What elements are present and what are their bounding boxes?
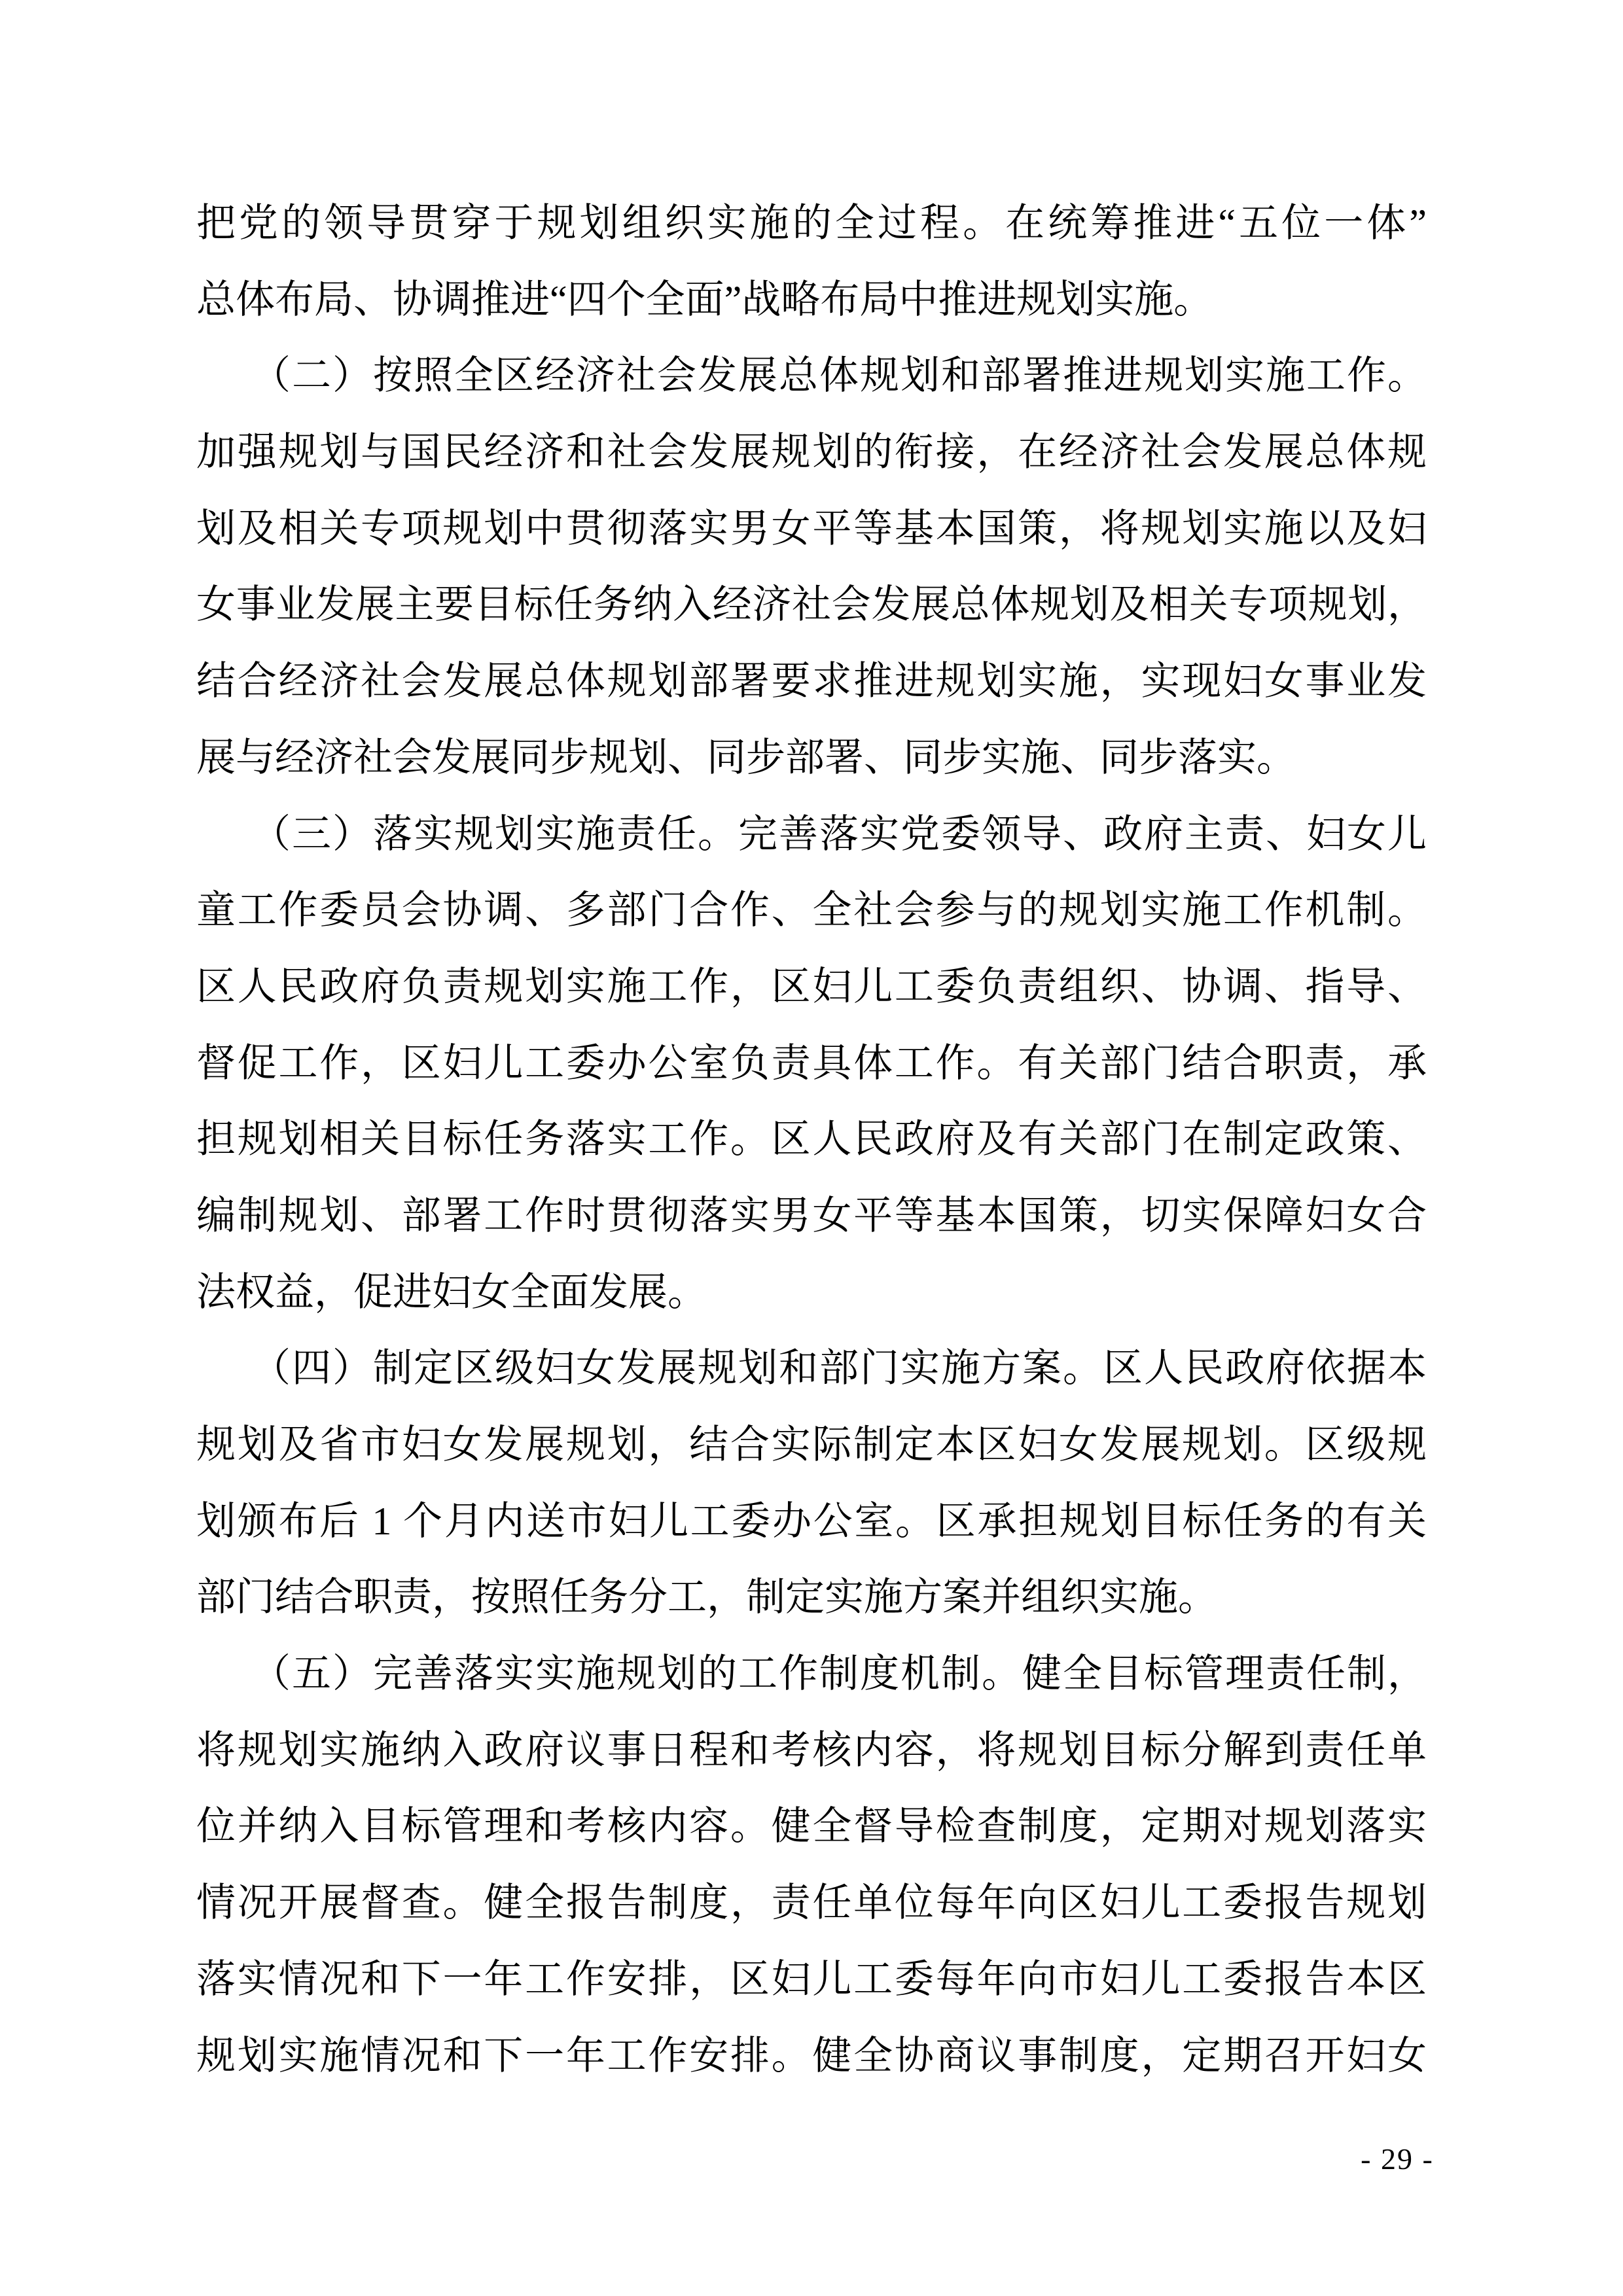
text-line: （四）制定区级妇女发展规划和部门实施方案。区人民政府依据本 <box>251 1347 1427 1390</box>
text-line: 落实情况和下一年工作安排，区妇儿工委每年向市妇儿工委报告本区 <box>196 1957 1427 2001</box>
text-line: 部门结合职责，按照任务分工，制定实施方案并组织实施。 <box>196 1576 1217 1619</box>
text-line: 区人民政府负责规划实施工作，区妇儿工委负责组织、协调、指导、 <box>196 964 1427 1008</box>
text-line: 划及相关专项规划中贯彻落实男女平等基本国策，将规划实施以及妇 <box>196 506 1427 550</box>
page-number: - 29 - <box>1361 2142 1434 2176</box>
document-body <box>196 185 1427 2094</box>
text-line: 划颁布后 1 个月内送市妇儿工委办公室。区承担规划目标任务的有关 <box>196 1499 1427 1543</box>
text-line: （五）完善落实实施规划的工作制度机制。健全目标管理责任制， <box>251 1652 1427 1696</box>
text-line: 结合经济社会发展总体规划部署要求推进规划实施，实现妇女事业发 <box>196 660 1427 703</box>
text-line: 总体布局、协调推进“四个全面”战略布局中推进规划实施。 <box>196 277 1213 321</box>
text-line: 将规划实施纳入政府议事日程和考核内容，将规划目标分解到责任单 <box>196 1728 1427 1772</box>
text-line: （三）落实规划实施责任。完善落实党委领导、政府主责、妇女儿 <box>251 812 1427 856</box>
text-line: 女事业发展主要目标任务纳入经济社会发展总体规划及相关专项规划， <box>196 583 1427 627</box>
text-line: 督促工作，区妇儿工委办公室负责具体工作。有关部门结合职责，承 <box>196 1041 1427 1085</box>
text-line: 情况开展督查。健全报告制度，责任单位每年向区妇儿工委报告规划 <box>196 1881 1427 1925</box>
text-line: 加强规划与国民经济和社会发展规划的衔接，在经济社会发展总体规 <box>196 431 1427 474</box>
text-line: 规划及省市妇女发展规划，结合实际制定本区妇女发展规划。区级规 <box>196 1423 1427 1466</box>
text-line: 把党的领导贯穿于规划组织实施的全过程。在统筹推进“五位一体” <box>196 202 1427 245</box>
text-line: 法权益，促进妇女全面发展。 <box>196 1270 707 1314</box>
text-line: 位并纳入目标管理和考核内容。健全督导检查制度，定期对规划落实 <box>196 1805 1427 1848</box>
text-line: 展与经济社会发展同步规划、同步部署、同步实施、同步落实。 <box>196 735 1296 779</box>
text-line: 童工作委员会协调、多部门合作、全社会参与的规划实施工作机制。 <box>196 889 1427 932</box>
text-line: （二）按照全区经济社会发展总体规划和部署推进规划实施工作。 <box>251 354 1427 398</box>
text-line: 担规划相关目标任务落实工作。区人民政府及有关部门在制定政策、 <box>196 1118 1427 1161</box>
text-line: 规划实施情况和下一年工作安排。健全协商议事制度，定期召开妇女 <box>196 2034 1427 2077</box>
text-line: 编制规划、部署工作时贯彻落实男女平等基本国策，切实保障妇女合 <box>196 1193 1427 1237</box>
